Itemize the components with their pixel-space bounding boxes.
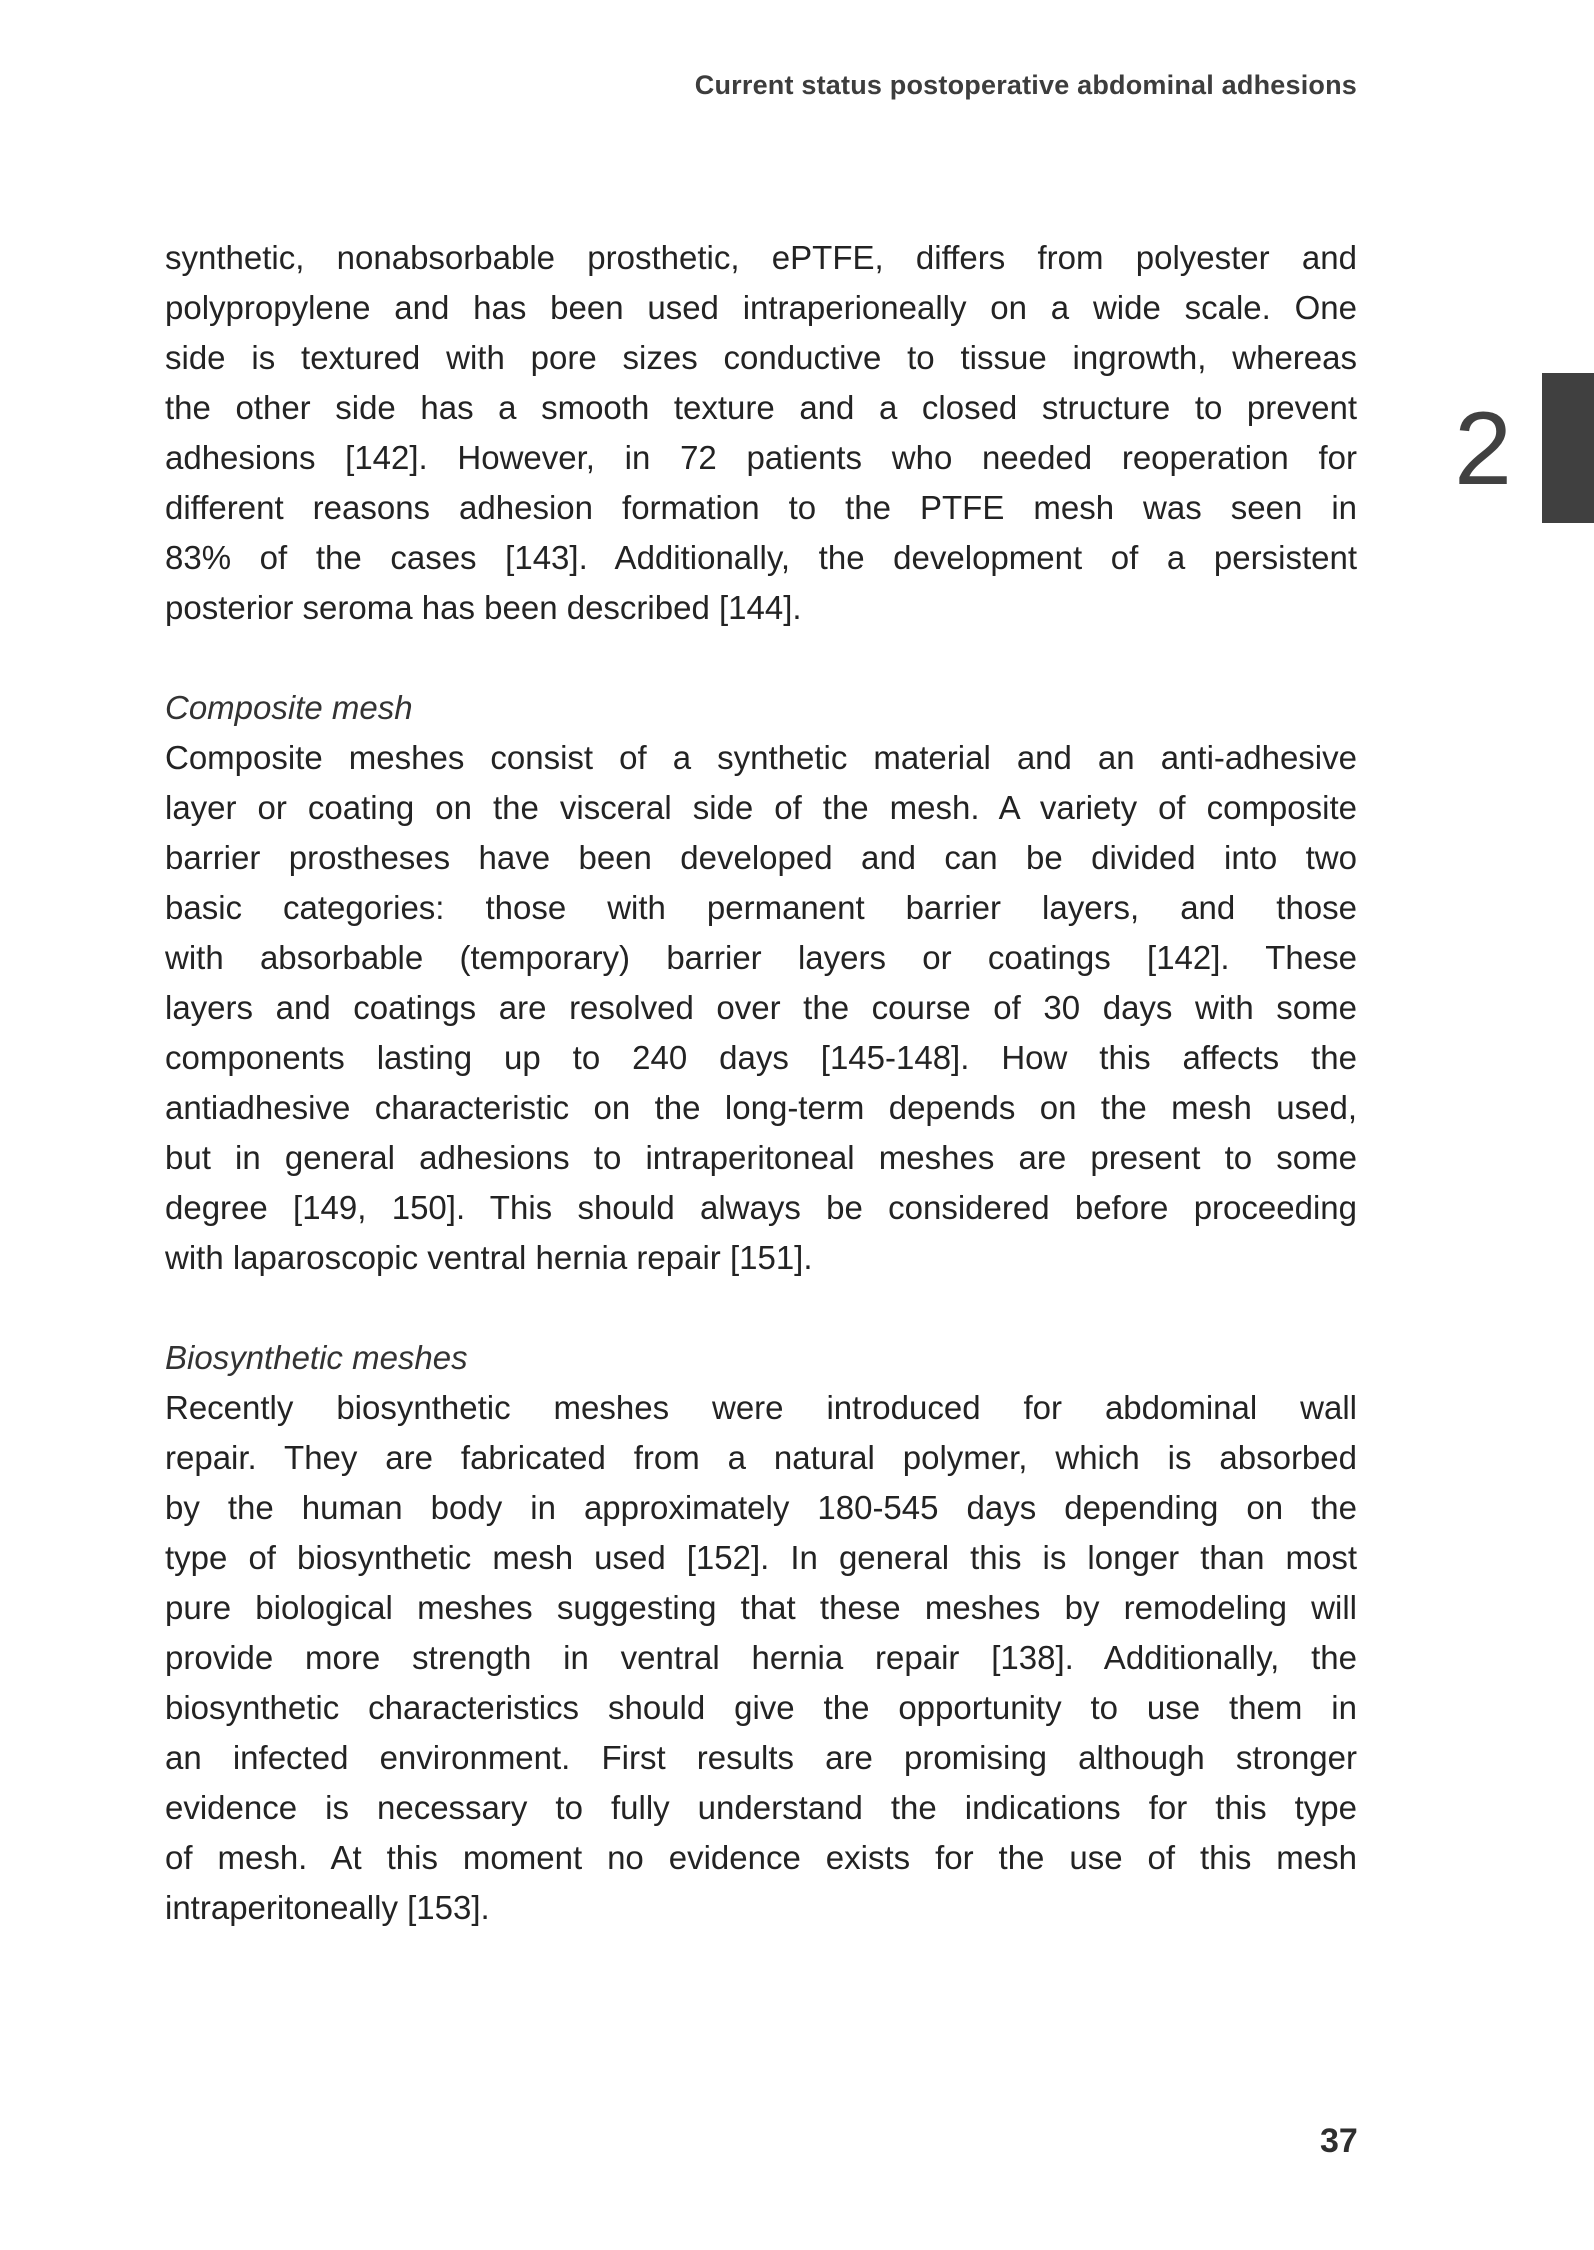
intro-paragraph-line: polypropylene and has been used intraperioneally on a wide scale. One — [165, 289, 1357, 326]
running-header: Current status postoperative abdominal adhesions — [694, 70, 1357, 100]
biosynthetic-paragraph-line: repair. They are fabricated from a natural polymer, which is absorbed — [165, 1439, 1357, 1476]
page-number: 37 — [1320, 2122, 1358, 2160]
intro-paragraph-line: different reasons adhesion formation to the PTFE mesh was seen in — [165, 489, 1357, 526]
biosynthetic-paragraph-line: type of biosynthetic mesh used [152]. In general this is longer than most — [165, 1539, 1357, 1576]
composite-paragraph-line: components lasting up to 240 days [145-148]. How this affects the — [165, 1039, 1357, 1076]
intro-paragraph-line: adhesions [142]. However, in 72 patients who needed reoperation for — [165, 439, 1357, 476]
biosynthetic-paragraph-line: Recently biosynthetic meshes were introduced for abdominal wall — [165, 1389, 1357, 1426]
biosynthetic-paragraph-line: evidence is necessary to fully understand the indications for this type — [165, 1789, 1357, 1826]
section-heading-biosynthetic-meshes: Biosynthetic meshes — [165, 1339, 468, 1376]
body-text-column — [165, 233, 1357, 1933]
biosynthetic-paragraph-line: an infected environment. First results are promising although stronger — [165, 1739, 1357, 1776]
biosynthetic-paragraph-line: biosynthetic characteristics should give the opportunity to use them in — [165, 1689, 1357, 1726]
composite-paragraph-line: layers and coatings are resolved over the course of 30 days with some — [165, 989, 1357, 1026]
intro-paragraph-line: side is textured with pore sizes conductive to tissue ingrowth, whereas — [165, 339, 1357, 376]
composite-paragraph-line: basic categories: those with permanent barrier layers, and those — [165, 889, 1357, 926]
intro-paragraph-line: synthetic, nonabsorbable prosthetic, ePTFE, differs from polyester and — [165, 239, 1357, 276]
chapter-tab-marker — [1542, 373, 1594, 523]
intro-paragraph-line: posterior seroma has been described [144]. — [165, 589, 802, 626]
biosynthetic-paragraph-line: provide more strength in ventral hernia repair [138]. Additionally, the — [165, 1639, 1357, 1676]
composite-paragraph-line: with absorbable (temporary) barrier layers or coatings [142]. These — [165, 939, 1357, 976]
chapter-number: 2 — [1454, 391, 1512, 507]
intro-paragraph-line: the other side has a smooth texture and a closed structure to prevent — [165, 389, 1357, 426]
composite-paragraph-line: with laparoscopic ventral hernia repair [151]. — [165, 1239, 813, 1276]
biosynthetic-paragraph-line: by the human body in approximately 180-545 days depending on the — [165, 1489, 1357, 1526]
composite-paragraph-line: layer or coating on the visceral side of the mesh. A variety of composite — [165, 789, 1357, 826]
section-heading-composite-mesh: Composite mesh — [165, 689, 413, 726]
composite-paragraph-line: antiadhesive characteristic on the long-term depends on the mesh used, — [165, 1089, 1357, 1126]
biosynthetic-paragraph-line: of mesh. At this moment no evidence exists for the use of this mesh — [165, 1839, 1357, 1876]
intro-paragraph-line: 83% of the cases [143]. Additionally, the development of a persistent — [165, 539, 1357, 576]
composite-paragraph-line: but in general adhesions to intraperitoneal meshes are present to some — [165, 1139, 1357, 1176]
biosynthetic-paragraph-line: intraperitoneally [153]. — [165, 1889, 490, 1926]
biosynthetic-paragraph-line: pure biological meshes suggesting that these meshes by remodeling will — [165, 1589, 1357, 1626]
composite-paragraph-line: Composite meshes consist of a synthetic material and an anti-adhesive — [165, 739, 1357, 776]
composite-paragraph-line: degree [149, 150]. This should always be considered before proceeding — [165, 1189, 1357, 1226]
composite-paragraph-line: barrier prostheses have been developed and can be divided into two — [165, 839, 1357, 876]
